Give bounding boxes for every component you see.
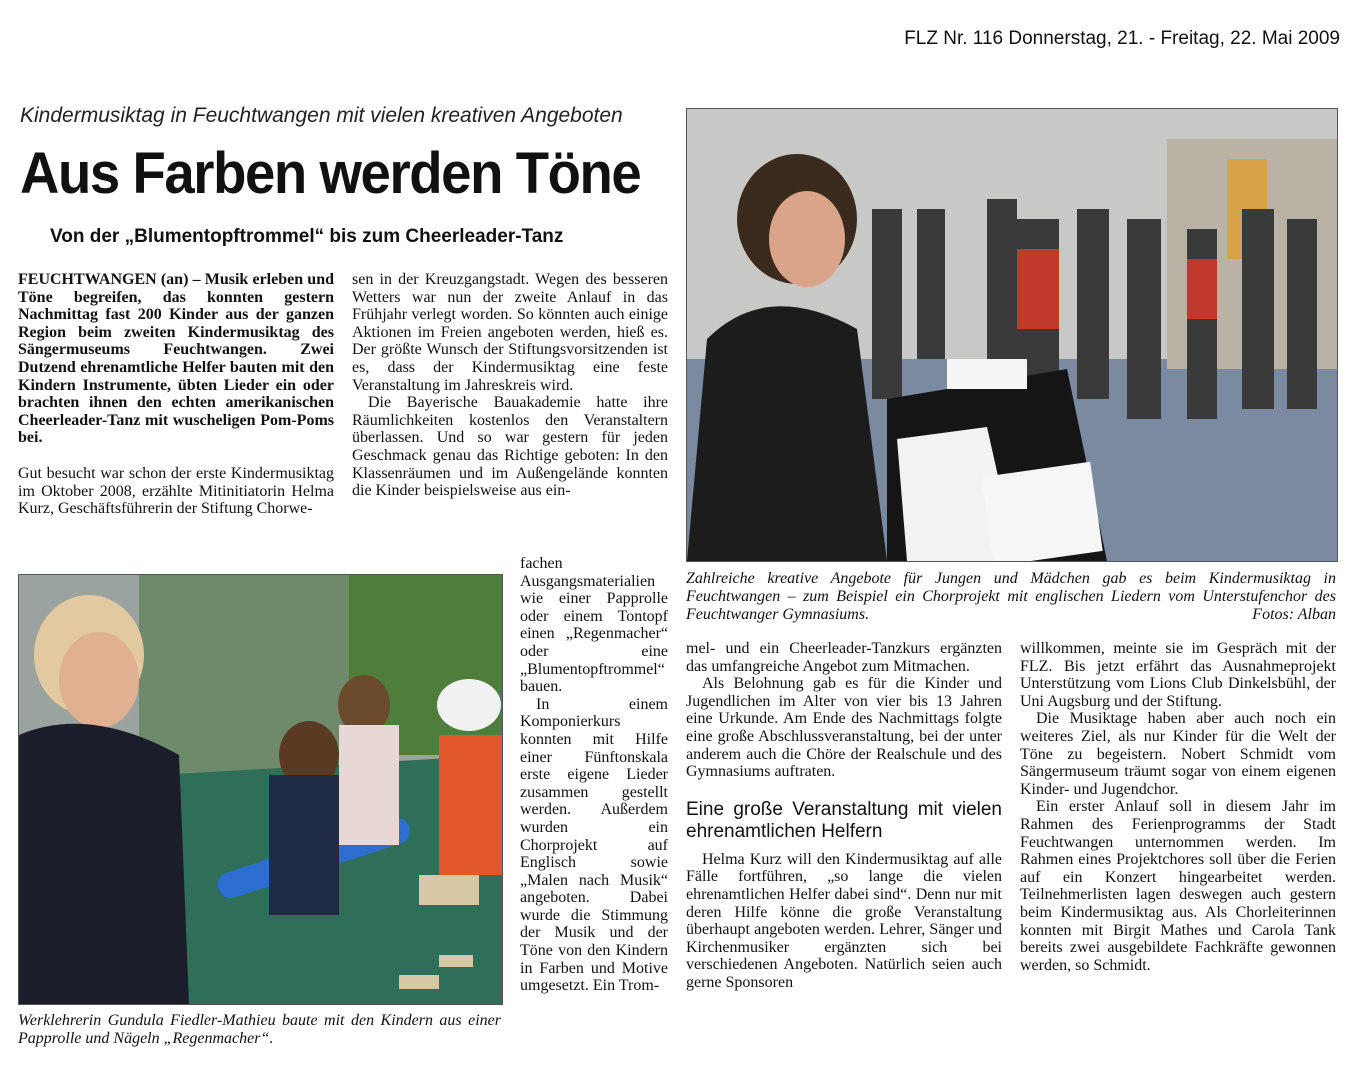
column-3 [686,640,1002,992]
body-paragraph: Als Belohnung gab es für die Kinder und Jugendlichen im Alter von vier bis 13 Jahren eine Urkunde. Am Ende des Nachmittags folgte eine große Abschlussveranstaltung, bei der unter anderem auch die Chöre der Realschule und des Gymnasiums auftraten. [686,675,1002,781]
photo-choir-piano-image [687,109,1337,561]
photo-caption-top [686,570,1336,624]
column-2-narrow [520,555,668,995]
column-2 [352,271,668,500]
body-paragraph: Ein erster Anlauf soll in diesem Jahr im Rahmen des Ferienprogramms der Stadt Feuchtwangen unternommen werden. Im Rahmen eines Projektchores soll über die Ferien auf ein Konzert hingearbeitet werden. Teilnehmerlisten lagen deswegen auch gestern beim Kindermusiktag aus. Als Chorleiterinnen konnten mit Birgit Mathes und Carola Tank bereits zwei ausgebildete Fachkräfte gewonnen werden, so Schmidt. [1020,798,1336,974]
body-paragraph: Die Bayerische Bauakademie hatte ihre Räumlichkeiten kostenlos den Veranstaltern überlassen. Und so war gestern für jeden Geschmack genau das Richtige geboten: In den Klassenräumen und im Außengelände konnten die Kinder beispielsweise aus ein- [352,394,668,500]
caption-text: Zahlreiche kreative Angebote für Jungen und Mädchen gab es beim Kindermusiktag in Feuchtwangen – zum Beispiel ein Chorprojekt mit englischen Liedern vom Unterstufenchor des Feuchtwanger Gymnasiums. [686,570,1336,623]
caption-text: Werklehrerin Gundula Fiedler-Mathieu baute mit den Kindern aus einer Papprolle und Nägeln „Regenmacher“. [18,1012,501,1047]
photo-workshop-image [19,575,502,1004]
body-paragraph: sen in der Kreuzgangstadt. Wegen des besseren Wetters war nun der zweite Anlauf in das Frühjahr verlegt worden. So könnten auch einige Aktionen im Freien angeboten werden, hieß es. Der größte Wunsch der Stiftungsvorsitzenden ist es, dass der Kindermusiktag eine feste Veranstaltung im Jahreskreis wird. [352,271,668,394]
column-1 [18,271,334,518]
article-subheadline: Von der „Blumentopftrommel“ bis zum Cheerleader-Tanz [50,226,564,247]
body-paragraph: fachen Ausgangsmaterialien wie einer Papprolle oder einem Tontopf einen „Regenmacher“ oder eine „Blumentopftrommel“ bauen. [520,555,668,696]
body-paragraph: Helma Kurz will den Kindermusiktag auf alle Fälle fortführen, „so lange die vielen ehrenamtlichen Helfer dabei sind“. Denn nur mit deren Hilfe könne die große Veranstaltung überhaupt angeboten werden. Lehrer, Sänger und Kirchenmusiker ergänzten sich bei verschiedenen Angeboten. Natürlich seien auch gerne Sponsoren [686,850,1002,991]
section-subheading: Eine große Veranstaltung mit vielen ehrenamtlichen Helfern [686,798,1002,842]
article-headline: Aus Farben werden Töne [20,141,641,206]
column-4 [1020,640,1336,974]
photo-credit: Fotos: Alban [1252,606,1336,623]
body-paragraph: Gut besucht war schon der erste Kindermusiktag im Oktober 2008, erzählte Mitinitiatorin Helma Kurz, Geschäftsführerin der Stiftung Chorwe- [18,464,334,518]
body-paragraph: willkommen, meinte sie im Gespräch mit der FLZ. Bis jetzt erfährt das Ausnahmeprojekt Unterstützung vom Lions Club Dinkelsbühl, der Uni Augsburg und der Stiftung. [1020,640,1336,710]
photo-choir-piano [686,108,1338,562]
body-paragraph: mel- und ein Cheerleader-Tanzkurs ergänzten das umfangreiche Angebot zum Mitmachen. [686,640,1002,675]
article-kicker: Kindermusiktag in Feuchtwangen mit vielen kreativen Angeboten [20,104,623,127]
photo-workshop-regenmacher [18,574,503,1005]
lead-paragraph: FEUCHTWANGEN (an) – Musik erleben und Töne begreifen, das konnten gestern Nachmittag fast 200 Kinder aus der ganzen Region beim zweiten Kindermusiktag des Sängermuseums Feuchtwangen. Zwei Dutzend ehrenamtliche Helfer bauten mit den Kindern Instrumente, übten Lieder ein oder brachten ihnen den echten amerikanischen Cheerleader-Tanz mit wuscheligen Pom-Poms bei. [18,271,334,447]
photo-caption-bottom [18,1012,501,1048]
body-paragraph: Die Musiktage haben aber auch noch ein weiteres Ziel, als nur Kinder für die Welt der Töne zu begeistern. Nobert Schmidt vom Sängermuseum träumt sogar von einem eigenen Kinder- und Jugendchor. [1020,710,1336,798]
body-paragraph: In einem Komponierkurs konnten mit Hilfe einer Fünftonskala erste eigene Lieder zusammen gestellt werden. Außerdem wurden ein Chorprojekt auf Englisch sowie „Malen nach Musik“ angeboten. Dabei wurde die Stimmung der Musik und der Töne von den Kindern in Farben und Motive umgesetzt. Ein Trom- [520,695,668,995]
masthead: FLZ Nr. 116 Donnerstag, 21. - Freitag, 22. Mai 2009 [904,28,1340,49]
